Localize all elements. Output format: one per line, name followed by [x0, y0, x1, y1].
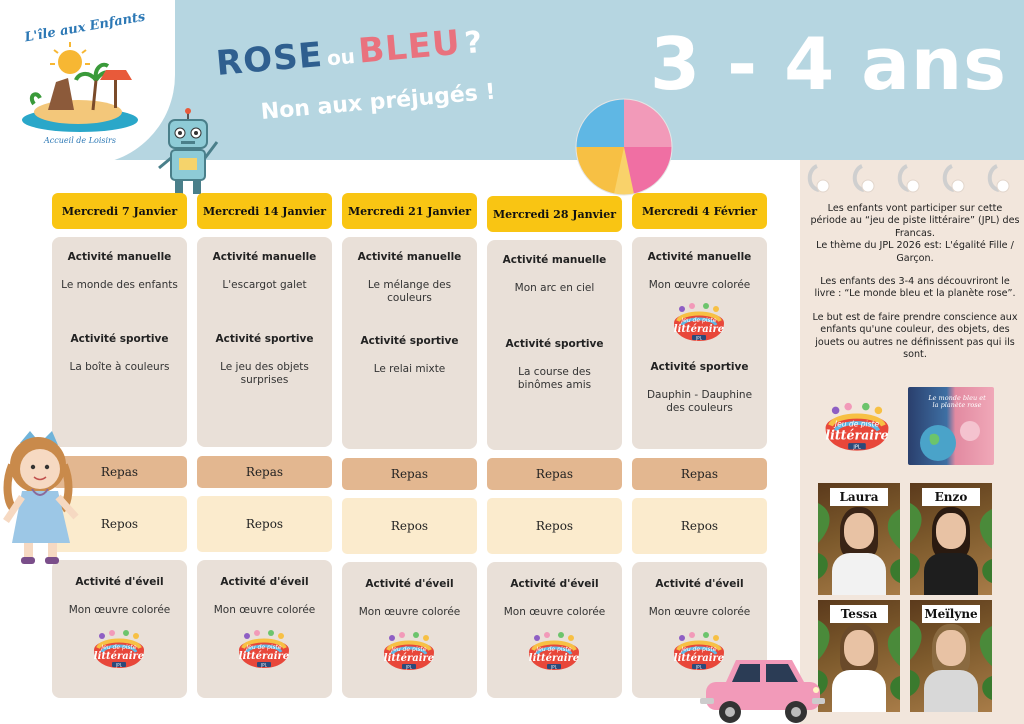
eveil-activity-text: Mon œuvre colorée — [213, 604, 316, 616]
jpl-logo-icon — [523, 630, 585, 674]
activities-card — [52, 237, 187, 447]
sport-activity-text: Dauphin - Dauphine des couleurs — [646, 389, 753, 414]
manual-activity-title: Activité manuelle — [357, 251, 462, 263]
manual-activity-title: Activité manuelle — [67, 251, 172, 263]
book-cover — [908, 387, 994, 465]
svg-text:littéraire: littéraire — [383, 653, 435, 664]
repos-block: Repos — [632, 498, 767, 554]
manual-activity-title: Activité manuelle — [502, 254, 607, 266]
manual-activity-text: L'escargot galet — [222, 279, 307, 291]
svg-text:Jeu de piste: Jeu de piste — [834, 419, 880, 429]
eveil-card — [342, 562, 477, 698]
eveil-activity-title: Activité d'éveil — [655, 578, 744, 590]
svg-text:littéraire: littéraire — [673, 653, 725, 664]
title-rose: ROSE — [214, 34, 325, 84]
eveil-activity-title: Activité d'éveil — [510, 578, 599, 590]
jpl-logo — [88, 628, 150, 672]
svg-text:JPL: JPL — [696, 335, 702, 341]
person-face — [936, 513, 966, 549]
manual-activity-text: Le mélange des couleurs — [367, 279, 452, 304]
sport-activity-title: Activité sportive — [505, 338, 604, 350]
svg-text:Jeu de piste: Jeu de piste — [681, 646, 717, 653]
svg-text:JPL: JPL — [551, 664, 557, 670]
staff-photo — [910, 483, 992, 595]
svg-text:Jeu de piste: Jeu de piste — [101, 644, 137, 651]
activities-card — [342, 237, 477, 449]
eveil-activity-text: Mon œuvre colorée — [68, 604, 171, 616]
eveil-card — [197, 560, 332, 698]
person-body — [924, 553, 978, 595]
staff-name: Tessa — [830, 605, 888, 623]
svg-text:littéraire: littéraire — [528, 653, 580, 664]
person-face — [936, 630, 966, 666]
eveil-card — [487, 562, 622, 698]
svg-text:littéraire: littéraire — [825, 427, 889, 443]
activities-card — [487, 240, 622, 450]
staff-name: Enzo — [922, 488, 980, 506]
info-paragraph-1b: Le thème du JPL 2026 est: L'égalité Fille / Garçon. — [816, 240, 1014, 264]
info-text — [810, 203, 1020, 372]
svg-text:Jeu de piste: Jeu de piste — [681, 317, 717, 324]
jpl-logo — [233, 628, 295, 672]
title-bleu: BLEU — [356, 22, 463, 72]
robot-icon — [155, 108, 221, 198]
sport-activity-text: Le jeu des objets surprises — [220, 361, 309, 386]
logo-subtitle: Accueil de Loisirs — [44, 136, 116, 145]
eveil-activity-title: Activité d'éveil — [220, 576, 309, 588]
svg-text:JPL: JPL — [261, 662, 267, 668]
age-group-title: 3 - 4 ans — [650, 22, 1007, 106]
staff-photo — [818, 483, 900, 595]
eveil-activity-text: Mon œuvre colorée — [358, 606, 461, 618]
beach-ball-icon — [574, 97, 674, 197]
repas-block: Repas — [197, 456, 332, 488]
manual-activity-text: Mon arc en ciel — [514, 282, 595, 294]
svg-text:Jeu de piste: Jeu de piste — [246, 644, 282, 651]
svg-text:littéraire: littéraire — [673, 324, 725, 335]
logo-title: L'île aux Enfants — [23, 9, 147, 46]
jpl-logo-icon — [818, 400, 896, 456]
jpl-logo-icon — [233, 628, 295, 672]
person-face — [844, 630, 874, 666]
activities-card — [632, 237, 767, 449]
person-face — [844, 513, 874, 549]
repos-block: Repos — [52, 496, 187, 552]
svg-text:littéraire: littéraire — [238, 651, 290, 662]
notebook-rings-icon — [805, 162, 1020, 196]
svg-text:JPL: JPL — [696, 664, 702, 670]
manual-activity-text: Le monde des enfants — [61, 279, 178, 291]
day-header: Mercredi 14 Janvier — [197, 193, 332, 229]
person-body — [924, 670, 978, 712]
svg-text:Jeu de piste: Jeu de piste — [536, 646, 572, 653]
sport-activity-text: La course des binômes amis — [517, 366, 592, 391]
person-body — [832, 670, 886, 712]
sport-activity-title: Activité sportive — [650, 361, 749, 373]
manual-activity-title: Activité manuelle — [647, 251, 752, 263]
title-question-mark: ? — [463, 24, 484, 62]
jpl-logo-icon — [378, 630, 440, 674]
sport-activity-text: La boîte à couleurs — [69, 361, 170, 373]
manual-activity-title: Activité manuelle — [212, 251, 317, 263]
sport-activity-title: Activité sportive — [70, 333, 169, 345]
day-header: Mercredi 28 Janvier — [487, 196, 622, 232]
eveil-card — [52, 560, 187, 698]
title-ou: ou — [325, 44, 356, 71]
title-subtitle: Non aux préjugés ! — [259, 79, 497, 125]
book-title: Le monde bleu et la planète rose — [928, 394, 986, 409]
repas-block: Repas — [632, 458, 767, 490]
jpl-logo — [668, 301, 730, 345]
jpl-logo-icon — [668, 301, 730, 345]
repos-block: Repos — [487, 498, 622, 554]
staff-name: Laura — [830, 488, 888, 506]
pink-car-icon — [700, 654, 825, 724]
manual-activity-text: Mon œuvre colorée — [648, 279, 751, 291]
repas-block: Repas — [487, 458, 622, 490]
sport-activity-title: Activité sportive — [215, 333, 314, 345]
sport-activity-title: Activité sportive — [360, 335, 459, 347]
person-body — [832, 553, 886, 595]
eveil-activity-title: Activité d'éveil — [365, 578, 454, 590]
info-paragraph-1: Les enfants vont participer sur cette période au “jeu de piste littéraire” (JPL) des Francas. — [810, 203, 1020, 239]
island-logo-icon — [18, 40, 143, 135]
eveil-activity-text: Mon œuvre colorée — [648, 606, 751, 618]
day-header: Mercredi 21 Janvier — [342, 193, 477, 229]
staff-photo — [818, 600, 900, 712]
day-header: Mercredi 7 Janvier — [52, 193, 187, 229]
svg-text:littéraire: littéraire — [93, 651, 145, 662]
repas-block: Repas — [52, 456, 187, 488]
jpl-logo-icon — [88, 628, 150, 672]
activities-card — [197, 237, 332, 447]
eveil-activity-text: Mon œuvre colorée — [503, 606, 606, 618]
svg-text:JPL: JPL — [853, 444, 861, 451]
svg-text:JPL: JPL — [116, 662, 122, 668]
jpl-logo — [523, 630, 585, 674]
info-paragraph-2: Les enfants des 3-4 ans découvriront le livre : “Le monde bleu et la planète rose”. — [814, 276, 1016, 300]
eveil-activity-title: Activité d'éveil — [75, 576, 164, 588]
jpl-logo-large — [818, 400, 896, 456]
repos-block: Repos — [197, 496, 332, 552]
info-paragraph-3: Le but est de faire prendre conscience aux enfants qu'une couleur, des objets, des jouets ou autres ne définissent pas qui ils sont. — [812, 311, 1018, 361]
repos-block: Repos — [342, 498, 477, 554]
repas-block: Repas — [342, 458, 477, 490]
sport-activity-text: Le relai mixte — [373, 363, 446, 375]
rag-doll-icon — [0, 425, 95, 570]
svg-text:JPL: JPL — [406, 664, 412, 670]
svg-text:Jeu de piste: Jeu de piste — [391, 646, 427, 653]
staff-photo — [910, 600, 992, 712]
jpl-logo — [378, 630, 440, 674]
day-header: Mercredi 4 Février — [632, 193, 767, 229]
staff-name: Meïlyne — [922, 605, 980, 623]
